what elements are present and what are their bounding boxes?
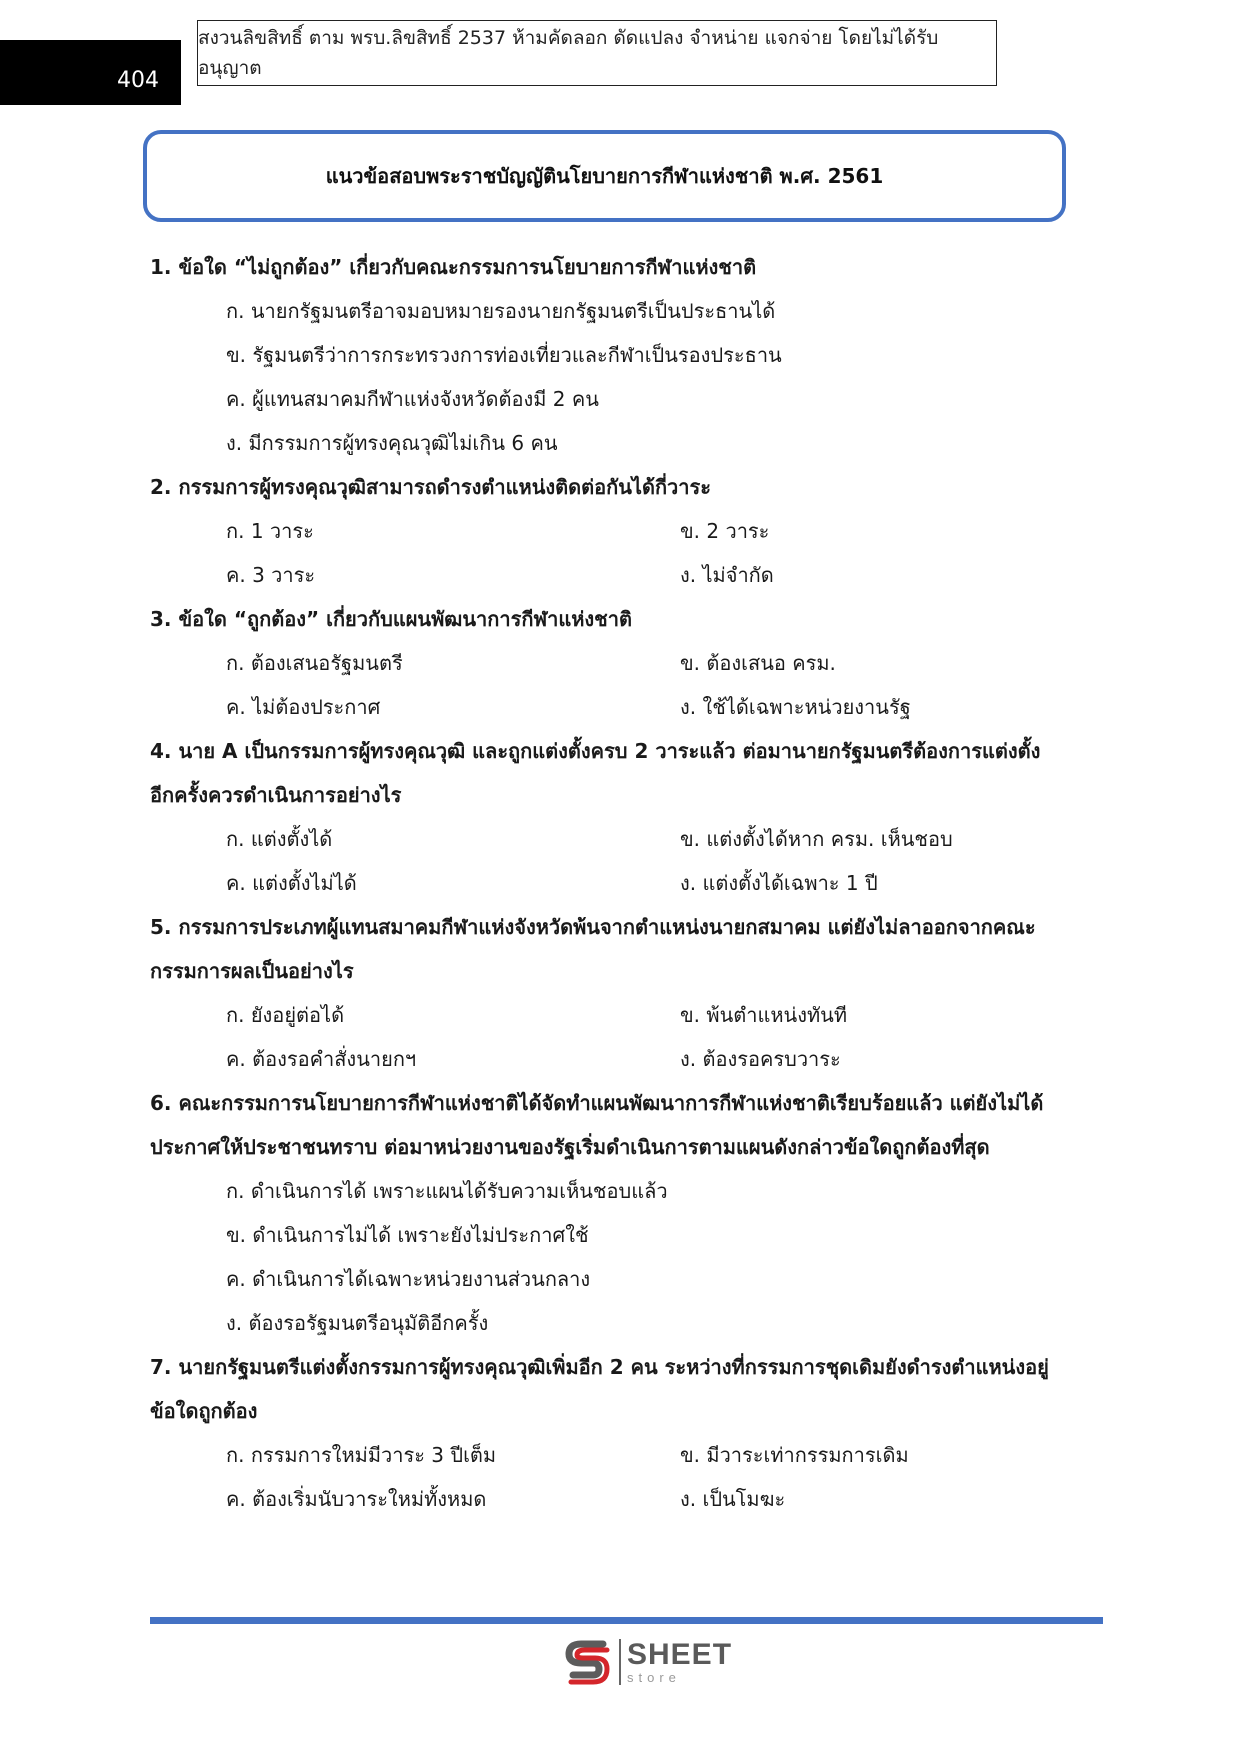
footer-divider	[150, 1617, 1103, 1624]
option: ข. ต้องเสนอ ครม.	[680, 651, 836, 675]
question-text: 3. ข้อใด “ถูกต้อง” เกี่ยวกับแผนพัฒนาการกีฬาแห่งชาติ	[150, 607, 632, 631]
option: ค. ดำเนินการได้เฉพาะหน่วยงานส่วนกลาง	[226, 1267, 591, 1291]
question-text: 7. นายกรัฐมนตรีแต่งตั้งกรรมการผู้ทรงคุณวุฒิเพิ่มอีก 2 คน ระหว่างที่กรรมการชุดเดิมยังดำรงตำแหน่งอยู่ข้อใดถูกต้อง	[150, 1355, 1049, 1423]
option: ก. ดำเนินการได้ เพราะแผนได้รับความเห็นชอบแล้ว	[226, 1179, 668, 1203]
option: ค. แต่งตั้งไม่ได้	[226, 871, 357, 895]
option: ค. ไม่ต้องประกาศ	[226, 695, 381, 719]
question-text: 1. ข้อใด “ไม่ถูกต้อง” เกี่ยวกับคณะกรรมการนโยบายการกีฬาแห่งชาติ	[150, 255, 757, 279]
option: ก. ยังอยู่ต่อได้	[226, 1003, 345, 1027]
option: ง. ต้องรอครบวาระ	[680, 1047, 841, 1071]
option: ก. นายกรัฐมนตรีอาจมอบหมายรองนายกรัฐมนตรีเป็นประธานได้	[226, 299, 776, 323]
question-2	[150, 465, 1055, 597]
option: ค. ต้องเริ่มนับวาระใหม่ทั้งหมด	[226, 1487, 487, 1511]
question-6	[150, 1081, 1055, 1345]
option: ง. ต้องรอรัฐมนตรีอนุมัติอีกครั้ง	[226, 1311, 489, 1335]
option: ง. แต่งตั้งได้เฉพาะ 1 ปี	[680, 871, 878, 895]
question-5	[150, 905, 1055, 1081]
option: ก. กรรมการใหม่มีวาระ 3 ปีเต็ม	[226, 1443, 497, 1467]
logo-subtext: store	[627, 1670, 681, 1685]
question-4	[150, 729, 1055, 905]
option: ข. 2 วาระ	[680, 519, 770, 543]
option: ข. แต่งตั้งได้หาก ครม. เห็นชอบ	[680, 827, 953, 851]
option: ง. เป็นโมฆะ	[680, 1487, 786, 1511]
question-3	[150, 597, 1055, 729]
page-number: 404	[0, 40, 181, 105]
exam-title-box	[143, 130, 1066, 222]
question-1	[150, 245, 1055, 465]
option: ก. แต่งตั้งได้	[226, 827, 333, 851]
question-text: 5. กรรมการประเภทผู้แทนสมาคมกีฬาแห่งจังหวัดพ้นจากตำแหน่งนายกสมาคม แต่ยังไม่ลาออกจากคณะกรรมการผลเป็นอย่างไร	[150, 915, 1036, 983]
option: ค. ต้องรอคำสั่งนายกฯ	[226, 1047, 417, 1071]
option: ค. ผู้แทนสมาคมกีฬาแห่งจังหวัดต้องมี 2 คน	[226, 387, 599, 411]
option: ค. 3 วาระ	[226, 563, 316, 587]
option: ง. ใช้ได้เฉพาะหน่วยงานรัฐ	[680, 695, 911, 719]
option: ข. พ้นตำแหน่งทันที	[680, 1003, 848, 1027]
option: ข. ดำเนินการไม่ได้ เพราะยังไม่ประกาศใช้	[226, 1223, 589, 1247]
option: ก. ต้องเสนอรัฐมนตรี	[226, 651, 403, 675]
option: ง. ไม่จำกัด	[680, 563, 774, 587]
option: ข. มีวาระเท่ากรรมการเดิม	[680, 1443, 909, 1467]
sheet-s-logo-icon	[563, 1636, 613, 1688]
sheet-store-logo	[563, 1636, 732, 1688]
question-7	[150, 1345, 1055, 1521]
question-list	[150, 245, 1055, 1521]
logo-separator	[619, 1639, 621, 1685]
option: ก. 1 วาระ	[226, 519, 314, 543]
exam-title: แนวข้อสอบพระราชบัญญัตินโยบายการกีฬาแห่งชาติ พ.ศ. 2561	[325, 164, 884, 188]
option: ง. มีกรรมการผู้ทรงคุณวุฒิไม่เกิน 6 คน	[226, 431, 558, 455]
option: ข. รัฐมนตรีว่าการกระทรวงการท่องเที่ยวและกีฬาเป็นรองประธาน	[226, 343, 782, 367]
question-text: 6. คณะกรรมการนโยบายการกีฬาแห่งชาติได้จัดทำแผนพัฒนาการกีฬาแห่งชาติเรียบร้อยแล้ว แต่ยังไม่ได้ประกาศให้ประชาชนทราบ ต่อมาหน่วยงานของรัฐเริ่มดำเนินการตามแผนดังกล่าวข้อใดถูกต้องที่สุด	[150, 1091, 1044, 1159]
question-text: 4. นาย A เป็นกรรมการผู้ทรงคุณวุฒิ และถูกแต่งตั้งครบ 2 วาระแล้ว ต่อมานายกรัฐมนตรีต้องการแต่งตั้งอีกครั้งควรดำเนินการอย่างไร	[150, 739, 1041, 807]
copyright-notice: สงวนลิขสิทธิ์ ตาม พรบ.ลิขสิทธิ์ 2537 ห้ามคัดลอก ดัดแปลง จำหน่าย แจกจ่าย โดยไม่ได้รับอนุญาต	[197, 20, 997, 86]
question-text: 2. กรรมการผู้ทรงคุณวุฒิสามารถดำรงตำแหน่งติดต่อกันได้กี่วาระ	[150, 475, 711, 499]
logo-text: SHEET	[627, 1638, 733, 1671]
